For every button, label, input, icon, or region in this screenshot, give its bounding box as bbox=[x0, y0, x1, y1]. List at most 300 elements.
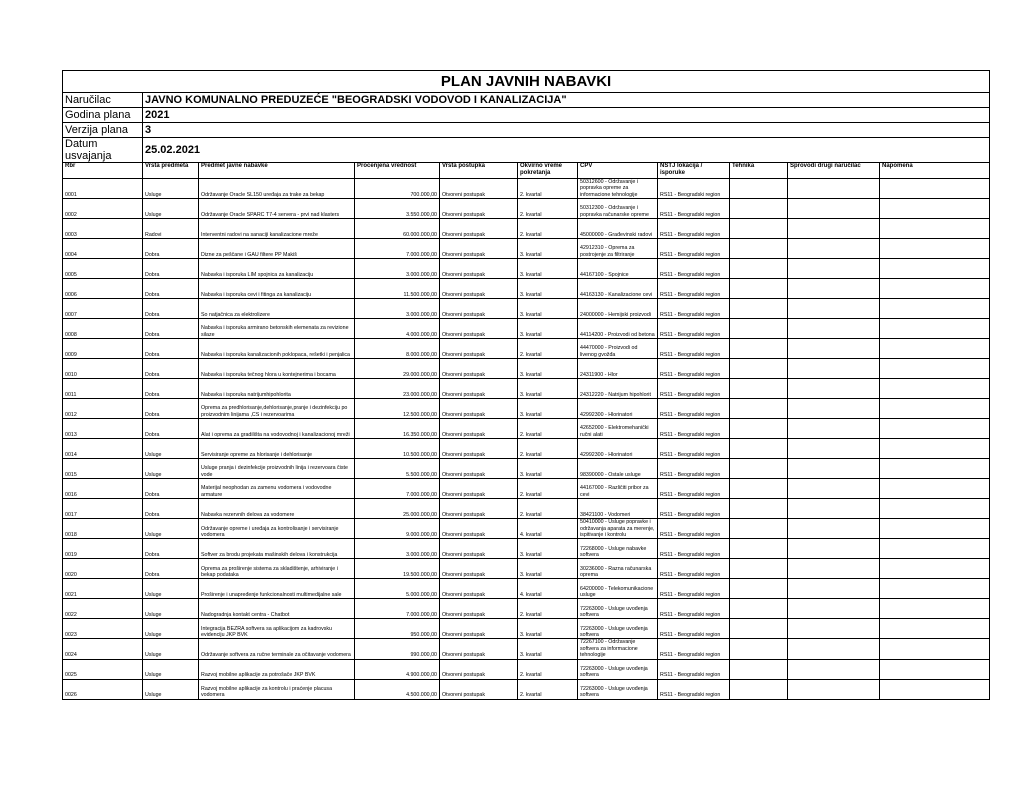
table-cell: RS11 - Beogradski region bbox=[658, 519, 730, 539]
table-cell: 72263000 - Usluge uvođenja softvera bbox=[578, 679, 658, 699]
table-cell: 11.500.000,00 bbox=[355, 279, 440, 299]
procurement-table bbox=[62, 70, 990, 700]
table-cell: RS11 - Beogradski region bbox=[658, 379, 730, 399]
table-cell: 2. kvartal bbox=[518, 599, 578, 619]
table-cell: Otvoreni postupak bbox=[440, 439, 518, 459]
table-cell bbox=[880, 579, 990, 599]
table-cell: 0020 bbox=[63, 559, 143, 579]
table-cell: 7.000.000,00 bbox=[355, 599, 440, 619]
table-cell: RS11 - Beogradski region bbox=[658, 319, 730, 339]
table-row bbox=[63, 219, 990, 239]
table-cell: Nabavka i isporuka LIM spojnica za kanalizaciju bbox=[199, 259, 355, 279]
column-header: Napomena bbox=[880, 163, 990, 179]
table-cell: 72268000 - Usluge nabavke softvera bbox=[578, 539, 658, 559]
table-cell: 10.500.000,00 bbox=[355, 439, 440, 459]
table-cell: 3.550.000,00 bbox=[355, 199, 440, 219]
table-cell bbox=[788, 179, 880, 199]
table-cell: Otvoreni postupak bbox=[440, 479, 518, 499]
table-cell: RS11 - Beogradski region bbox=[658, 299, 730, 319]
table-cell: Otvoreni postupak bbox=[440, 199, 518, 219]
table-cell bbox=[880, 419, 990, 439]
table-cell: 9.000.000,00 bbox=[355, 519, 440, 539]
table-cell: RS11 - Beogradski region bbox=[658, 359, 730, 379]
table-cell: Otvoreni postupak bbox=[440, 539, 518, 559]
table-cell bbox=[788, 399, 880, 419]
table-cell: 44470000 - Proizvodi od livenog gvožđa bbox=[578, 339, 658, 359]
table-cell: 0018 bbox=[63, 519, 143, 539]
table-cell bbox=[880, 199, 990, 219]
table-cell: 0012 bbox=[63, 399, 143, 419]
table-row bbox=[63, 419, 990, 439]
table-cell bbox=[730, 519, 788, 539]
meta-value: 2021 bbox=[143, 108, 990, 123]
table-cell: 2. kvartal bbox=[518, 199, 578, 219]
table-cell: 24000000 - Hemijski proizvodi bbox=[578, 299, 658, 319]
table-cell: 3. kvartal bbox=[518, 539, 578, 559]
table-cell: 42652000 - Elektromehanički ručni alati bbox=[578, 419, 658, 439]
table-cell: 72267100 - Održavanje softvera za informacione tehnologije bbox=[578, 639, 658, 659]
table-cell: 3.000.000,00 bbox=[355, 539, 440, 559]
table-cell: 3. kvartal bbox=[518, 559, 578, 579]
table-cell: Dizne za peščane i GAU filtere PP Makiš bbox=[199, 239, 355, 259]
table-cell bbox=[788, 259, 880, 279]
table-cell: 72263000 - Usluge uvođenja softvera bbox=[578, 619, 658, 639]
table-cell bbox=[880, 259, 990, 279]
table-cell: Oprema za proširenje sistema za skladištenje, arhiviranje i bekap podataka bbox=[199, 559, 355, 579]
table-cell bbox=[788, 419, 880, 439]
table-cell bbox=[880, 679, 990, 699]
table-cell bbox=[788, 579, 880, 599]
table-cell: 50312300 - Održavanje i popravka računarske opreme bbox=[578, 199, 658, 219]
table-cell: Usluge bbox=[143, 199, 199, 219]
table-cell: 64200000 - Telekomunikacione usluge bbox=[578, 579, 658, 599]
table-cell: 990.000,00 bbox=[355, 639, 440, 659]
table-cell bbox=[788, 499, 880, 519]
meta-row bbox=[63, 108, 990, 123]
table-cell bbox=[788, 219, 880, 239]
table-cell: Proširenje i unapređenje funkcionalnosti multimedijalne sale bbox=[199, 579, 355, 599]
table-cell bbox=[730, 539, 788, 559]
table-cell bbox=[788, 519, 880, 539]
table-cell: Otvoreni postupak bbox=[440, 579, 518, 599]
table-cell bbox=[730, 219, 788, 239]
table-cell: RS11 - Beogradski region bbox=[658, 399, 730, 419]
meta-label: Naručilac bbox=[63, 93, 143, 108]
table-cell: 3. kvartal bbox=[518, 619, 578, 639]
table-cell: Dobra bbox=[143, 499, 199, 519]
table-cell: RS11 - Beogradski region bbox=[658, 459, 730, 479]
meta-label: Datum usvajanja bbox=[63, 138, 143, 163]
table-cell bbox=[880, 479, 990, 499]
column-header: Tehnika bbox=[730, 163, 788, 179]
table-cell bbox=[730, 619, 788, 639]
table-cell: Dobra bbox=[143, 479, 199, 499]
table-header-row bbox=[63, 163, 990, 179]
table-row bbox=[63, 639, 990, 659]
table-cell: RS11 - Beogradski region bbox=[658, 559, 730, 579]
table-cell: 30236000 - Razna računarska oprema bbox=[578, 559, 658, 579]
table-cell: Otvoreni postupak bbox=[440, 219, 518, 239]
table-cell: 98390000 - Ostale usluge bbox=[578, 459, 658, 479]
table-cell: 2. kvartal bbox=[518, 659, 578, 679]
table-cell: 60.000.000,00 bbox=[355, 219, 440, 239]
table-cell: Usluge bbox=[143, 439, 199, 459]
table-cell: RS11 - Beogradski region bbox=[658, 199, 730, 219]
table-cell: Otvoreni postupak bbox=[440, 299, 518, 319]
table-cell: 3. kvartal bbox=[518, 639, 578, 659]
table-cell bbox=[880, 219, 990, 239]
table-cell: 0016 bbox=[63, 479, 143, 499]
table-cell: RS11 - Beogradski region bbox=[658, 239, 730, 259]
table-cell: 3. kvartal bbox=[518, 299, 578, 319]
table-cell bbox=[880, 339, 990, 359]
table-cell bbox=[730, 679, 788, 699]
table-cell bbox=[788, 619, 880, 639]
table-cell: Dobra bbox=[143, 259, 199, 279]
table-cell: Razvoj mobilne aplikacije za kontrolu i praćenje placusa vodomera bbox=[199, 679, 355, 699]
table-cell bbox=[880, 399, 990, 419]
table-cell: 42992300 - Hlorinatori bbox=[578, 439, 658, 459]
table-cell: Usluge bbox=[143, 659, 199, 679]
table-cell: 42992300 - Hlorinatori bbox=[578, 399, 658, 419]
table-cell: 950.000,00 bbox=[355, 619, 440, 639]
table-cell: Otvoreni postupak bbox=[440, 259, 518, 279]
table-cell: 44167000 - Različiti pribor za cevi bbox=[578, 479, 658, 499]
table-cell: Dobra bbox=[143, 299, 199, 319]
table-cell: Otvoreni postupak bbox=[440, 679, 518, 699]
table-cell: Otvoreni postupak bbox=[440, 519, 518, 539]
table-row bbox=[63, 579, 990, 599]
table-cell: 0003 bbox=[63, 219, 143, 239]
table-cell: RS11 - Beogradski region bbox=[658, 579, 730, 599]
table-cell bbox=[788, 599, 880, 619]
table-cell: Usluge bbox=[143, 579, 199, 599]
table-cell: 4.900.000,00 bbox=[355, 659, 440, 679]
meta-value: 25.02.2021 bbox=[143, 138, 990, 163]
table-cell bbox=[730, 199, 788, 219]
table-cell bbox=[880, 599, 990, 619]
table-row bbox=[63, 439, 990, 459]
table-cell bbox=[788, 439, 880, 459]
table-cell bbox=[788, 379, 880, 399]
table-cell: 2. kvartal bbox=[518, 419, 578, 439]
table-cell bbox=[730, 579, 788, 599]
table-cell: Nabavka rezervnih delova za vodomere bbox=[199, 499, 355, 519]
table-cell: 16.350.000,00 bbox=[355, 419, 440, 439]
table-cell bbox=[788, 199, 880, 219]
table-cell bbox=[788, 479, 880, 499]
table-cell: 7.000.000,00 bbox=[355, 239, 440, 259]
table-cell: RS11 - Beogradski region bbox=[658, 599, 730, 619]
table-cell: RS11 - Beogradski region bbox=[658, 179, 730, 199]
table-cell: Otvoreni postupak bbox=[440, 499, 518, 519]
column-header: CPV bbox=[578, 163, 658, 179]
table-cell bbox=[730, 319, 788, 339]
table-cell: 3. kvartal bbox=[518, 359, 578, 379]
table-cell: 0023 bbox=[63, 619, 143, 639]
table-cell: Razvoj mobilne aplikacije za potrošače JKP BVK bbox=[199, 659, 355, 679]
table-cell: 29.000.000,00 bbox=[355, 359, 440, 379]
table-cell: 19.500.000,00 bbox=[355, 559, 440, 579]
table-cell: 50410000 - Usluge popravke i održavanja aparata za merenje, ispitivanje i kontrolu bbox=[578, 519, 658, 539]
table-cell bbox=[788, 639, 880, 659]
table-cell: Dobra bbox=[143, 559, 199, 579]
table-cell: Usluge bbox=[143, 599, 199, 619]
table-cell: RS11 - Beogradski region bbox=[658, 439, 730, 459]
table-row bbox=[63, 339, 990, 359]
table-cell: Oprema za predhlorisanje,dehlorisanje,pranje i dezinfekciju po proizvodnim linijama ,CS i rezervoarima bbox=[199, 399, 355, 419]
meta-row bbox=[63, 123, 990, 138]
table-row bbox=[63, 239, 990, 259]
table-cell: 0017 bbox=[63, 499, 143, 519]
table-cell: 0019 bbox=[63, 539, 143, 559]
table-cell: 3.000.000,00 bbox=[355, 299, 440, 319]
table-cell bbox=[730, 559, 788, 579]
table-cell: Materijal neophodan za zamenu vodomera i vodovodne armature bbox=[199, 479, 355, 499]
table-row bbox=[63, 559, 990, 579]
table-cell: 0007 bbox=[63, 299, 143, 319]
meta-row bbox=[63, 93, 990, 108]
table-cell bbox=[730, 499, 788, 519]
table-cell: Dobra bbox=[143, 339, 199, 359]
table-row bbox=[63, 279, 990, 299]
table-cell: Otvoreni postupak bbox=[440, 339, 518, 359]
table-cell: 0009 bbox=[63, 339, 143, 359]
table-cell: 0022 bbox=[63, 599, 143, 619]
table-cell: Otvoreni postupak bbox=[440, 239, 518, 259]
table-cell bbox=[880, 539, 990, 559]
table-cell: 44163130 - Kanalizacione cevi bbox=[578, 279, 658, 299]
table-cell: 0005 bbox=[63, 259, 143, 279]
table-cell: 23.000.000,00 bbox=[355, 379, 440, 399]
table-cell: 2. kvartal bbox=[518, 679, 578, 699]
table-cell bbox=[730, 379, 788, 399]
table-cell: 0008 bbox=[63, 319, 143, 339]
table-cell bbox=[730, 639, 788, 659]
table-cell: 3. kvartal bbox=[518, 319, 578, 339]
table-cell: 0006 bbox=[63, 279, 143, 299]
table-cell: Nabavka i isporuka kanalizacionih poklopaca, rešetki i penjalica bbox=[199, 339, 355, 359]
table-cell: Otvoreni postupak bbox=[440, 639, 518, 659]
table-cell: 0004 bbox=[63, 239, 143, 259]
meta-value: JAVNO KOMUNALNO PREDUZEĆE "BEOGRADSKI VODOVOD I KANALIZACIJA" bbox=[143, 93, 990, 108]
table-cell: Otvoreni postupak bbox=[440, 319, 518, 339]
table-cell: Otvoreni postupak bbox=[440, 359, 518, 379]
table-cell bbox=[730, 659, 788, 679]
table-cell: 0024 bbox=[63, 639, 143, 659]
table-cell: 3.000.000,00 bbox=[355, 259, 440, 279]
table-cell: RS11 - Beogradski region bbox=[658, 659, 730, 679]
table-cell: 700.000,00 bbox=[355, 179, 440, 199]
table-cell: Dobra bbox=[143, 539, 199, 559]
table-cell: 0002 bbox=[63, 199, 143, 219]
table-cell: 45000000 - Građevinski radovi bbox=[578, 219, 658, 239]
column-header: NSTJ lokacija / isporuke bbox=[658, 163, 730, 179]
table-cell bbox=[788, 679, 880, 699]
table-row bbox=[63, 199, 990, 219]
table-cell: 0014 bbox=[63, 439, 143, 459]
table-cell: Otvoreni postupak bbox=[440, 599, 518, 619]
table-cell: Otvoreni postupak bbox=[440, 659, 518, 679]
table-cell: Otvoreni postupak bbox=[440, 279, 518, 299]
table-cell: 24311900 - Hlor bbox=[578, 359, 658, 379]
table-cell bbox=[880, 639, 990, 659]
table-cell: 2. kvartal bbox=[518, 339, 578, 359]
table-row bbox=[63, 499, 990, 519]
table-cell: Servisiranje opreme za hlorisanje i dehlorisanje bbox=[199, 439, 355, 459]
table-row bbox=[63, 619, 990, 639]
table-cell bbox=[880, 359, 990, 379]
table-row bbox=[63, 519, 990, 539]
table-row bbox=[63, 539, 990, 559]
table-cell: 2. kvartal bbox=[518, 499, 578, 519]
table-cell: RS11 - Beogradski region bbox=[658, 339, 730, 359]
table-cell: RS11 - Beogradski region bbox=[658, 679, 730, 699]
table-cell: Softver za brodu projekata mašinskih delova i konstrukcija bbox=[199, 539, 355, 559]
table-cell: Održavanje opreme i uređaja za kontrolisanje i servisiranje vodomera bbox=[199, 519, 355, 539]
table-cell bbox=[788, 339, 880, 359]
table-cell: Otvoreni postupak bbox=[440, 379, 518, 399]
table-cell: 24312220 - Natrijum hipohlorit bbox=[578, 379, 658, 399]
table-cell: RS11 - Beogradski region bbox=[658, 419, 730, 439]
table-cell: Interventni radovi na sanaciji kanalizacione mreže bbox=[199, 219, 355, 239]
table-cell: 0013 bbox=[63, 419, 143, 439]
meta-label: Godina plana bbox=[63, 108, 143, 123]
table-cell: Otvoreni postupak bbox=[440, 399, 518, 419]
column-header: Procenjena vrednost bbox=[355, 163, 440, 179]
procurement-plan-sheet bbox=[62, 70, 989, 700]
table-cell: 2. kvartal bbox=[518, 439, 578, 459]
table-cell: RS11 - Beogradski region bbox=[658, 219, 730, 239]
table-cell bbox=[730, 399, 788, 419]
table-cell: Radovi bbox=[143, 219, 199, 239]
table-cell: Otvoreni postupak bbox=[440, 459, 518, 479]
table-row bbox=[63, 299, 990, 319]
table-cell: 0025 bbox=[63, 659, 143, 679]
table-cell: Usluge bbox=[143, 179, 199, 199]
table-cell bbox=[788, 559, 880, 579]
table-cell: Nabavka i isporuka tečnog hlora u kontejnerima i bocama bbox=[199, 359, 355, 379]
table-cell: 4.500.000,00 bbox=[355, 679, 440, 699]
table-cell: 2. kvartal bbox=[518, 219, 578, 239]
table-cell bbox=[788, 299, 880, 319]
table-cell bbox=[788, 239, 880, 259]
table-cell: 3. kvartal bbox=[518, 399, 578, 419]
table-cell: Održavanje Oracle SL150 uređaja za trake za bekap bbox=[199, 179, 355, 199]
table-cell bbox=[730, 479, 788, 499]
table-cell: RS11 - Beogradski region bbox=[658, 259, 730, 279]
table-cell: Otvoreni postupak bbox=[440, 419, 518, 439]
table-cell: 38421100 - Vodomeri bbox=[578, 499, 658, 519]
table-cell: RS11 - Beogradski region bbox=[658, 479, 730, 499]
table-row bbox=[63, 679, 990, 699]
table-row bbox=[63, 479, 990, 499]
column-header: Sprovodi drugi naručilac bbox=[788, 163, 880, 179]
table-cell bbox=[788, 319, 880, 339]
table-cell: Dobra bbox=[143, 359, 199, 379]
table-cell bbox=[730, 459, 788, 479]
table-cell: 5.500.000,00 bbox=[355, 459, 440, 479]
table-cell: Usluge bbox=[143, 519, 199, 539]
table-cell: Usluge bbox=[143, 619, 199, 639]
table-cell: 25.000.000,00 bbox=[355, 499, 440, 519]
table-cell: Otvoreni postupak bbox=[440, 559, 518, 579]
table-cell: Nabavka i isporuka natrijumhipohlorita bbox=[199, 379, 355, 399]
table-cell: RS11 - Beogradski region bbox=[658, 279, 730, 299]
table-cell: Usluge pranja i dezinfekcije proizvodnih linija i rezervoara čiste vode bbox=[199, 459, 355, 479]
table-cell bbox=[880, 279, 990, 299]
table-cell: Usluge bbox=[143, 679, 199, 699]
table-row bbox=[63, 359, 990, 379]
table-cell bbox=[880, 519, 990, 539]
table-cell: 44114200 - Proizvodi od betona bbox=[578, 319, 658, 339]
table-cell: 8.000.000,00 bbox=[355, 339, 440, 359]
table-cell bbox=[880, 319, 990, 339]
table-cell: 2. kvartal bbox=[518, 179, 578, 199]
table-cell bbox=[730, 599, 788, 619]
table-cell: 0010 bbox=[63, 359, 143, 379]
table-cell: RS11 - Beogradski region bbox=[658, 539, 730, 559]
table-cell bbox=[730, 279, 788, 299]
table-cell bbox=[788, 539, 880, 559]
table-cell: Dobra bbox=[143, 319, 199, 339]
table-cell bbox=[788, 279, 880, 299]
page-title: PLAN JAVNIH NABAVKI bbox=[63, 71, 990, 93]
table-cell: Nabavka i isporuka cevi i fitinga za kanalizaciju bbox=[199, 279, 355, 299]
table-cell bbox=[788, 459, 880, 479]
table-cell: 0011 bbox=[63, 379, 143, 399]
table-cell: 72263000 - Usluge uvođenja softvera bbox=[578, 599, 658, 619]
table-cell: Usluge bbox=[143, 639, 199, 659]
table-cell: Održavanje Oracle SPARC T7-4 servera - prvi nad klasters bbox=[199, 199, 355, 219]
table-cell: Dobra bbox=[143, 419, 199, 439]
table-cell: So natjačnica za elektrolizere bbox=[199, 299, 355, 319]
table-cell: 12.500.000,00 bbox=[355, 399, 440, 419]
table-cell bbox=[730, 259, 788, 279]
table-cell: 3. kvartal bbox=[518, 379, 578, 399]
table-row bbox=[63, 259, 990, 279]
table-cell: 42912310 - Oprema za postrojenje za filtriranje bbox=[578, 239, 658, 259]
table-cell: 0001 bbox=[63, 179, 143, 199]
table-cell bbox=[880, 659, 990, 679]
column-header: Okvirno vreme pokretanja bbox=[518, 163, 578, 179]
table-cell: 5.000.000,00 bbox=[355, 579, 440, 599]
table-row bbox=[63, 599, 990, 619]
table-cell bbox=[880, 239, 990, 259]
table-cell: RS11 - Beogradski region bbox=[658, 619, 730, 639]
table-cell bbox=[880, 559, 990, 579]
table-cell: Otvoreni postupak bbox=[440, 619, 518, 639]
table-cell: RS11 - Beogradski region bbox=[658, 499, 730, 519]
table-cell: 50312600 - Održavanje i popravka opreme za informacione tehnologije bbox=[578, 179, 658, 199]
table-cell: 72263000 - Usluge uvođenja softvera bbox=[578, 659, 658, 679]
table-cell bbox=[880, 439, 990, 459]
table-cell: Dobra bbox=[143, 399, 199, 419]
table-cell bbox=[788, 659, 880, 679]
table-cell: Nadogradnja kontakt centra - Chatbot bbox=[199, 599, 355, 619]
table-cell bbox=[730, 419, 788, 439]
table-cell bbox=[730, 299, 788, 319]
table-cell: Održavanje softvera za ručne terminale za očitavanje vodomera bbox=[199, 639, 355, 659]
table-row bbox=[63, 399, 990, 419]
column-header: Vrsta postupka bbox=[440, 163, 518, 179]
table-cell: 4.000.000,00 bbox=[355, 319, 440, 339]
table-cell: Dobra bbox=[143, 279, 199, 299]
table-row bbox=[63, 319, 990, 339]
table-cell bbox=[730, 179, 788, 199]
column-header: Predmet javne nabavke bbox=[199, 163, 355, 179]
table-cell: 7.000.000,00 bbox=[355, 479, 440, 499]
